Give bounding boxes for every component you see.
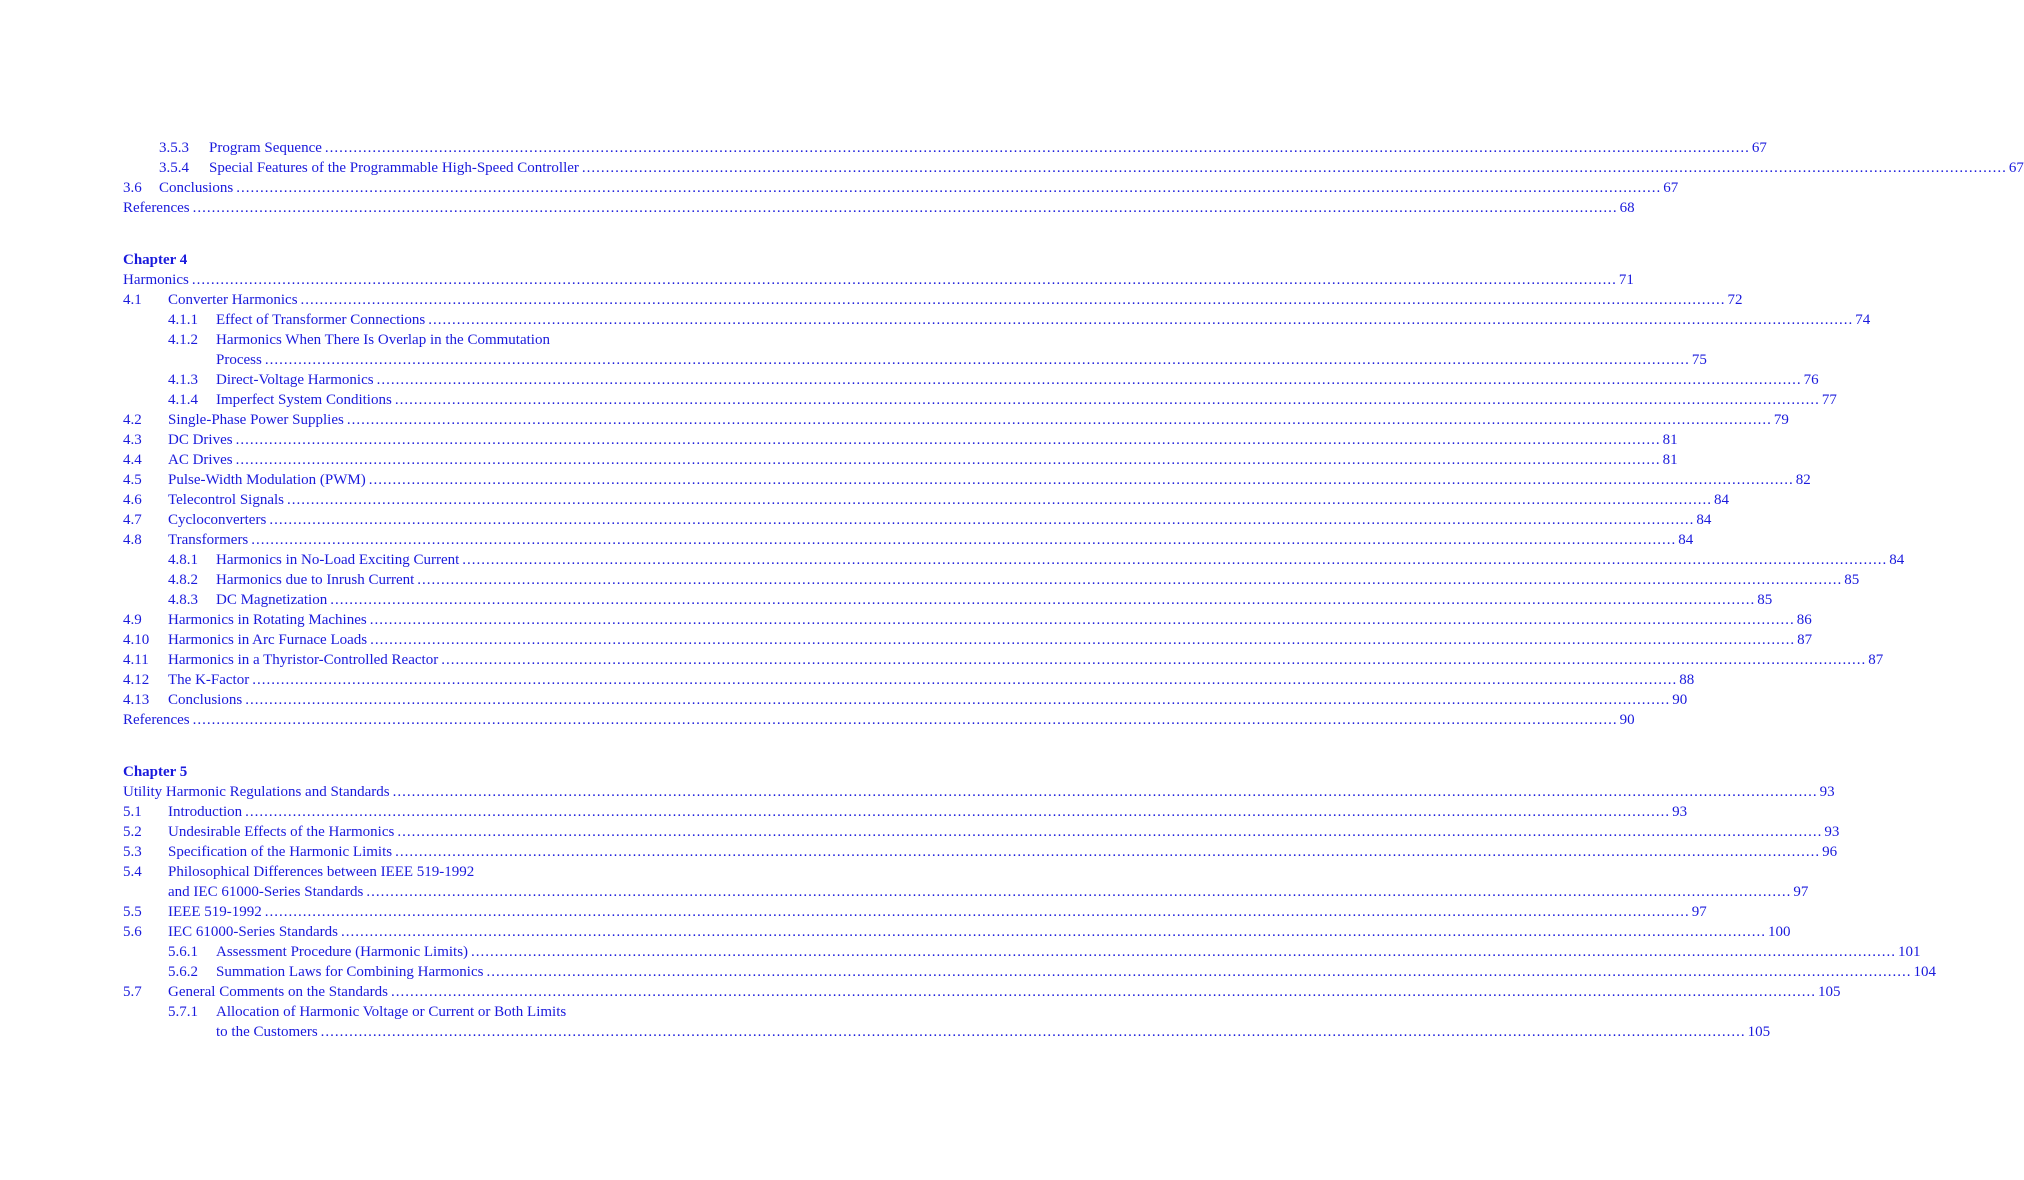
toc-number: 4.11 bbox=[123, 652, 149, 668]
toc-page-number: 84 bbox=[1714, 492, 1730, 508]
toc-page-number: 68 bbox=[1619, 200, 1635, 216]
dot-leader: ............................................................................................................................................................................................................................................................................................................ bbox=[324, 140, 1750, 156]
toc-title: Utility Harmonic Regulations and Standards bbox=[123, 784, 390, 800]
dot-leader: ............................................................................................................................................................................................................................................................................................................ bbox=[245, 804, 1671, 820]
toc-title: Conclusions bbox=[159, 180, 234, 196]
toc-entry[interactable] bbox=[123, 902, 1707, 922]
toc-number: 5.5 bbox=[123, 904, 142, 920]
dot-leader: ............................................................................................................................................................................................................................................................................................................ bbox=[395, 844, 1821, 860]
toc-number: 5.7.1 bbox=[168, 1004, 198, 1020]
dot-leader: ............................................................................................................................................................................................................................................................................................................ bbox=[462, 552, 1888, 568]
toc-number: 4.4 bbox=[123, 452, 142, 468]
dot-leader: ............................................................................................................................................................................................................................................................................................................ bbox=[441, 652, 1867, 668]
toc-page-number: 93 bbox=[1824, 824, 1840, 840]
dot-leader: ............................................................................................................................................................................................................................................................................................................ bbox=[392, 784, 1818, 800]
toc-number: 4.6 bbox=[123, 492, 142, 508]
dot-leader: ............................................................................................................................................................................................................................................................................................................ bbox=[486, 964, 1912, 980]
toc-entry[interactable] bbox=[123, 450, 1678, 470]
toc-entry[interactable] bbox=[123, 198, 1635, 218]
toc-number: 4.7 bbox=[123, 512, 142, 528]
toc-title: to the Customers bbox=[216, 1024, 318, 1040]
toc-number: 4.1.4 bbox=[168, 392, 198, 408]
toc-title: Harmonics due to Inrush Current bbox=[216, 572, 415, 588]
toc-title: Assessment Procedure (Harmonic Limits) bbox=[216, 944, 469, 960]
toc-title: References bbox=[123, 200, 190, 216]
toc-title: Summation Laws for Combining Harmonics bbox=[216, 964, 484, 980]
toc-entry[interactable] bbox=[123, 570, 1860, 590]
dot-leader: ............................................................................................................................................................................................................................................................................................................ bbox=[471, 944, 1897, 960]
toc-number: 4.2 bbox=[123, 412, 142, 428]
toc-page-number: 100 bbox=[1767, 924, 1791, 940]
toc-page-number: 86 bbox=[1796, 612, 1812, 628]
toc-title: Process bbox=[216, 352, 262, 368]
toc-title: References bbox=[123, 712, 190, 728]
toc-entry[interactable] bbox=[123, 782, 1835, 802]
toc-number: 4.1.1 bbox=[168, 312, 198, 328]
toc-title: Introduction bbox=[168, 804, 243, 820]
toc-entry[interactable] bbox=[123, 842, 1838, 862]
toc-page-number: 75 bbox=[1691, 352, 1707, 368]
dot-leader: ............................................................................................................................................................................................................................................................................................................ bbox=[300, 292, 1726, 308]
toc-number: 4.8.3 bbox=[168, 592, 198, 608]
toc-title: IEC 61000-Series Standards bbox=[168, 924, 338, 940]
toc-title: Transformers bbox=[168, 532, 249, 548]
toc-entry[interactable] bbox=[123, 942, 1921, 962]
dot-leader: ............................................................................................................................................................................................................................................................................................................ bbox=[370, 632, 1796, 648]
dot-leader: ............................................................................................................................................................................................................................................................................................................ bbox=[330, 592, 1756, 608]
toc-number: 4.1.3 bbox=[168, 372, 198, 388]
toc-number: 5.1 bbox=[123, 804, 142, 820]
toc-page-number: 105 bbox=[1747, 1024, 1771, 1040]
dot-leader: ............................................................................................................................................................................................................................................................................................................ bbox=[366, 884, 1792, 900]
toc-entry[interactable] bbox=[123, 390, 1837, 410]
dot-leader: ............................................................................................................................................................................................................................................................................................................ bbox=[235, 432, 1661, 448]
dot-leader: ............................................................................................................................................................................................................................................................................................................ bbox=[192, 200, 1618, 216]
toc-title: Undesirable Effects of the Harmonics bbox=[168, 824, 395, 840]
dot-leader: ............................................................................................................................................................................................................................................................................................................ bbox=[251, 532, 1677, 548]
toc-page-number: 84 bbox=[1889, 552, 1905, 568]
toc-number: 4.8.1 bbox=[168, 552, 198, 568]
toc-title: IEEE 519-1992 bbox=[168, 904, 262, 920]
toc-page-number: 90 bbox=[1619, 712, 1635, 728]
toc-entry[interactable] bbox=[123, 410, 1789, 430]
toc-page-number: 97 bbox=[1691, 904, 1707, 920]
dot-leader: ............................................................................................................................................................................................................................................................................................................ bbox=[581, 160, 2007, 176]
toc-title: Special Features of the Programmable High-Speed Controller bbox=[209, 160, 579, 176]
toc-title: General Comments on the Standards bbox=[168, 984, 388, 1000]
toc-page-number: 76 bbox=[1803, 372, 1819, 388]
toc-title: Philosophical Differences between IEEE 519-1992 bbox=[168, 864, 475, 880]
toc-page-number: 79 bbox=[1773, 412, 1789, 428]
toc-number: 3.5.4 bbox=[159, 160, 189, 176]
toc-title: Harmonics in Arc Furnace Loads bbox=[168, 632, 368, 648]
toc-page-number: 85 bbox=[1757, 592, 1773, 608]
toc-page-number: 88 bbox=[1679, 672, 1695, 688]
toc-title: Direct-Voltage Harmonics bbox=[216, 372, 374, 388]
toc-title: AC Drives bbox=[168, 452, 233, 468]
table-of-contents bbox=[123, 138, 2024, 1042]
toc-title: Program Sequence bbox=[209, 140, 322, 156]
dot-leader: ............................................................................................................................................................................................................................................................................................................ bbox=[191, 272, 1617, 288]
toc-number: 4.13 bbox=[123, 692, 150, 708]
toc-number: 5.6 bbox=[123, 924, 142, 940]
toc-page-number: 104 bbox=[1913, 964, 1936, 980]
dot-leader: ............................................................................................................................................................................................................................................................................................................ bbox=[264, 352, 1690, 368]
toc-number: 5.2 bbox=[123, 824, 142, 840]
toc-title: Harmonics When There Is Overlap in the Commutation bbox=[216, 332, 550, 348]
toc-entry[interactable] bbox=[123, 310, 1871, 330]
toc-page-number: 87 bbox=[1868, 652, 1884, 668]
toc-entry-continued[interactable] bbox=[123, 862, 683, 882]
dot-leader: ............................................................................................................................................................................................................................................................................................................ bbox=[376, 372, 1802, 388]
toc-entry[interactable] bbox=[123, 370, 1819, 390]
toc-page-number: 84 bbox=[1696, 512, 1712, 528]
toc-page-number: 81 bbox=[1662, 432, 1678, 448]
toc-entry[interactable] bbox=[123, 530, 1694, 550]
toc-number: 4.8 bbox=[123, 532, 142, 548]
toc-entry[interactable] bbox=[123, 822, 1840, 842]
toc-number: 4.5 bbox=[123, 472, 142, 488]
toc-title: Specification of the Harmonic Limits bbox=[168, 844, 393, 860]
toc-title: and IEC 61000-Series Standards bbox=[168, 884, 364, 900]
toc-number: 5.7 bbox=[123, 984, 142, 1000]
toc-entry[interactable] bbox=[123, 982, 1841, 1002]
toc-entry[interactable] bbox=[123, 138, 1767, 158]
toc-entry-continued[interactable] bbox=[123, 330, 683, 350]
toc-number: 3.6 bbox=[123, 180, 142, 196]
toc-title: Imperfect System Conditions bbox=[216, 392, 392, 408]
toc-entry-continued[interactable] bbox=[123, 1002, 683, 1022]
toc-page-number: 71 bbox=[1618, 272, 1634, 288]
toc-number: 3.5.3 bbox=[159, 140, 189, 156]
dot-leader: ............................................................................................................................................................................................................................................................................................................ bbox=[394, 392, 1820, 408]
toc-page-number: 67 bbox=[1751, 140, 1767, 156]
toc-number: 5.6.1 bbox=[168, 944, 198, 960]
toc-page-number: 93 bbox=[1819, 784, 1835, 800]
toc-entry[interactable] bbox=[123, 670, 1695, 690]
toc-entry[interactable] bbox=[123, 350, 1707, 370]
dot-leader: ............................................................................................................................................................................................................................................................................................................ bbox=[235, 452, 1661, 468]
toc-title: Converter Harmonics bbox=[168, 292, 298, 308]
dot-leader: ............................................................................................................................................................................................................................................................................................................ bbox=[369, 612, 1795, 628]
toc-page-number: 72 bbox=[1727, 292, 1743, 308]
dot-leader: ............................................................................................................................................................................................................................................................................................................ bbox=[417, 572, 1843, 588]
toc-number: 4.3 bbox=[123, 432, 142, 448]
toc-number: 4.10 bbox=[123, 632, 150, 648]
toc-title: Conclusions bbox=[168, 692, 243, 708]
toc-title: DC Drives bbox=[168, 432, 233, 448]
toc-entry[interactable] bbox=[123, 710, 1635, 730]
toc-title: Harmonics in a Thyristor-Controlled Reactor bbox=[168, 652, 439, 668]
toc-title: Effect of Transformer Connections bbox=[216, 312, 426, 328]
toc-entry[interactable] bbox=[123, 802, 1688, 822]
toc-entry[interactable] bbox=[123, 290, 1743, 310]
dot-leader: ............................................................................................................................................................................................................................................................................................................ bbox=[428, 312, 1854, 328]
toc-page-number: 67 bbox=[1663, 180, 1679, 196]
toc-page-number: 81 bbox=[1662, 452, 1678, 468]
toc-entry[interactable] bbox=[123, 650, 1884, 670]
toc-page-number: 101 bbox=[1898, 944, 1921, 960]
toc-entry[interactable] bbox=[123, 178, 1679, 198]
toc-page-number: 67 bbox=[2008, 160, 2024, 176]
toc-page-number: 84 bbox=[1678, 532, 1694, 548]
toc-page-number: 97 bbox=[1793, 884, 1809, 900]
toc-title: Harmonics in No-Load Exciting Current bbox=[216, 552, 460, 568]
toc-page-number: 77 bbox=[1821, 392, 1837, 408]
dot-leader: ............................................................................................................................................................................................................................................................................................................ bbox=[236, 180, 1662, 196]
toc-title: Harmonics in Rotating Machines bbox=[168, 612, 367, 628]
toc-title: Pulse-Width Modulation (PWM) bbox=[168, 472, 366, 488]
dot-leader: ............................................................................................................................................................................................................................................................................................................ bbox=[264, 904, 1690, 920]
toc-entry[interactable] bbox=[123, 470, 1811, 490]
toc-entry[interactable] bbox=[123, 922, 1791, 942]
toc-entry[interactable] bbox=[123, 882, 1809, 902]
toc-page-number: 105 bbox=[1817, 984, 1841, 1000]
toc-title: Telecontrol Signals bbox=[168, 492, 285, 508]
toc-entry[interactable] bbox=[123, 590, 1773, 610]
toc-title: Single-Phase Power Supplies bbox=[168, 412, 344, 428]
dot-leader: ............................................................................................................................................................................................................................................................................................................ bbox=[245, 692, 1671, 708]
toc-title: Harmonics bbox=[123, 272, 189, 288]
toc-entry[interactable] bbox=[123, 962, 1936, 982]
toc-title: DC Magnetization bbox=[216, 592, 328, 608]
toc-entry[interactable] bbox=[123, 550, 1905, 570]
toc-number: 4.1 bbox=[123, 292, 142, 308]
toc-entry[interactable] bbox=[123, 1022, 1771, 1042]
toc-entry[interactable] bbox=[123, 430, 1678, 450]
toc-number: 5.3 bbox=[123, 844, 142, 860]
dot-leader: ............................................................................................................................................................................................................................................................................................................ bbox=[346, 412, 1772, 428]
chapter-heading: Chapter 4 bbox=[123, 252, 188, 268]
toc-number: 4.8.2 bbox=[168, 572, 198, 588]
toc-page-number: 90 bbox=[1672, 692, 1688, 708]
chapter-heading: Chapter 5 bbox=[123, 764, 188, 780]
toc-page-number: 85 bbox=[1844, 572, 1860, 588]
toc-number: 4.12 bbox=[123, 672, 150, 688]
toc-page-number: 87 bbox=[1797, 632, 1813, 648]
toc-entry[interactable] bbox=[123, 510, 1712, 530]
dot-leader: ............................................................................................................................................................................................................................................................................................................ bbox=[252, 672, 1678, 688]
dot-leader: ............................................................................................................................................................................................................................................................................................................ bbox=[320, 1024, 1746, 1040]
dot-leader: ............................................................................................................................................................................................................................................................................................................ bbox=[368, 472, 1794, 488]
toc-page-number: 93 bbox=[1672, 804, 1688, 820]
dot-leader: ............................................................................................................................................................................................................................................................................................................ bbox=[340, 924, 1766, 940]
section-gap bbox=[123, 218, 683, 250]
toc-number: 5.6.2 bbox=[168, 964, 198, 980]
toc-title: Allocation of Harmonic Voltage or Current or Both Limits bbox=[216, 1004, 567, 1020]
dot-leader: ............................................................................................................................................................................................................................................................................................................ bbox=[390, 984, 1816, 1000]
toc-title: Cycloconverters bbox=[168, 512, 267, 528]
dot-leader: ............................................................................................................................................................................................................................................................................................................ bbox=[269, 512, 1695, 528]
section-gap bbox=[123, 730, 683, 762]
toc-number: 4.9 bbox=[123, 612, 142, 628]
toc-entry[interactable] bbox=[123, 610, 1812, 630]
toc-page-number: 96 bbox=[1822, 844, 1838, 860]
toc-number: 4.1.2 bbox=[168, 332, 198, 348]
toc-title: The K-Factor bbox=[168, 672, 250, 688]
dot-leader: ............................................................................................................................................................................................................................................................................................................ bbox=[397, 824, 1823, 840]
dot-leader: ............................................................................................................................................................................................................................................................................................................ bbox=[287, 492, 1713, 508]
dot-leader: ............................................................................................................................................................................................................................................................................................................ bbox=[192, 712, 1618, 728]
toc-entry[interactable] bbox=[123, 630, 1813, 650]
toc-page-number: 82 bbox=[1795, 472, 1811, 488]
toc-number: 5.4 bbox=[123, 864, 142, 880]
toc-entry[interactable] bbox=[123, 270, 1634, 290]
toc-entry[interactable] bbox=[123, 690, 1688, 710]
toc-entry[interactable] bbox=[123, 490, 1730, 510]
toc-entry[interactable] bbox=[123, 158, 2024, 178]
toc-page-number: 74 bbox=[1855, 312, 1871, 328]
